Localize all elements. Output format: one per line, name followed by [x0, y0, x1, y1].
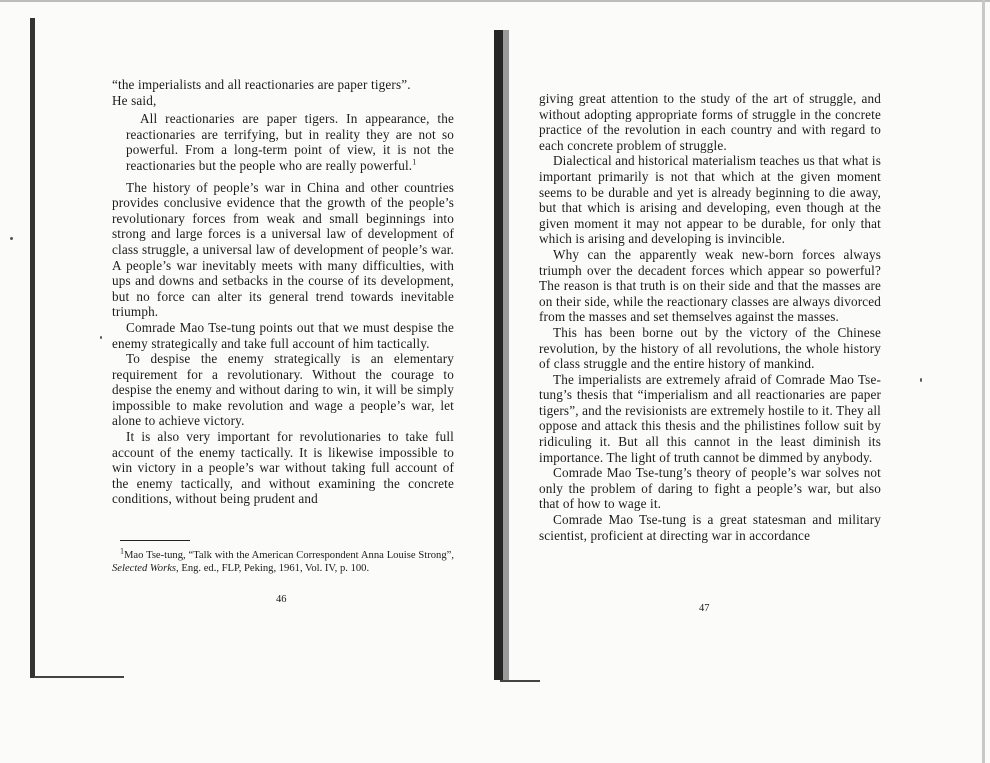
paragraph: Comrade Mao Tse-tung points out that we must despise the enemy strategically and take full account of him tactically.: [112, 319, 454, 351]
footnote-marker: 1: [412, 157, 417, 167]
footnote-text-end: , Eng. ed., FLP, Peking, 1961, Vol. IV, p. 100.: [176, 563, 370, 574]
paragraph: The history of people’s war in China and other countries provides conclusive evidence that the growth of the people’s revolutionary forces from weak and small beginnings into strong and large forces is a universal law of development of class struggle, a universal law of development of people’s war. A people’s war inevitably meets with many difficulties, with ups and downs and setbacks in the course of its development, but no force can alter its general trend towards inevitable triumph.: [112, 179, 454, 320]
paragraph: Dialectical and historical materialism teaches us that what is important primarily is not that which at the given moment seems to be durable and yet is already beginning to die away, but that which is arising and developing, even though at the given moment it may not appear to be durable, for only that which is arising and developing is invincible.: [539, 153, 881, 247]
right-page: [495, 0, 990, 763]
paragraph: This has been borne out by the victory of the Chinese revolution, by the history of all revolutions, the whole history of class struggle and the entire history of mankind.: [539, 324, 881, 372]
paragraph: It is also very important for revolutionaries to take full account of the enemy tactically. It is likewise impossible to win victory in a people’s war without taking full account of the enemy tactically, and without examining the concrete conditions, without being prudent and: [112, 429, 454, 507]
paragraph: Why can the apparently weak new-born forces always triumph over the decadent forces which appear so powerful? The reason is that truth is on their side and that the masses are on their side, while the reactionary classes are always divorced from the masses and set themselves against the masses.: [539, 246, 881, 325]
paragraph: Comrade Mao Tse-tung is a great statesman and military scientist, proficient at directing war in accordance: [539, 512, 881, 543]
page-number: 47: [699, 603, 710, 614]
block-quote-text: All reactionaries are paper tigers. In appearance, the reactionaries are terrifying, but in reality they are not so powerful. From a long-term point of view, it is not the reactionaries but the people who are really powerful.: [126, 111, 454, 173]
said-line: He said,: [112, 92, 157, 108]
scan-speck: [10, 237, 13, 240]
scan-speck: [920, 378, 922, 382]
footnote-number: 1: [120, 546, 124, 556]
page-number: 46: [276, 594, 287, 605]
footnote: [112, 546, 454, 575]
right-page-body: [539, 91, 881, 543]
footnote-text: Mao Tse-tung, “Talk with the American Correspondent Anna Louise Strong”,: [124, 550, 454, 561]
left-page-body: [112, 77, 454, 507]
footnote-book-title: Selected Works: [112, 563, 177, 574]
scan-speck: [100, 336, 102, 339]
block-quote: [126, 111, 454, 173]
footnote-rule: [120, 540, 190, 541]
paragraph: The imperialists are extremely afraid of Comrade Mao Tse-tung’s thesis that “imperialism and all reactionaries are paper tigers”, and the revisionists are extremely hostile to it. They all oppose and attack this thesis and the philistines follow suit by ridiculing it. But all this cannot in the least diminish its importance. The light of truth cannot be dimmed by anybody.: [539, 371, 881, 465]
paragraph: giving great attention to the study of the art of struggle, and without adopting appropriate forms of struggle in the concrete practice of the revolution in each country and with regard to each concrete problem of struggle.: [539, 91, 881, 153]
paragraph: To despise the enemy strategically is an elementary requirement for a revolutionary. Without the courage to despise the enemy and without daring to win, it will be simply impossible to make revolution and wage a people’s war, let alone to achieve victory.: [112, 351, 454, 429]
opening-line: “the imperialists and all reactionaries are paper tigers”.: [112, 77, 411, 92]
paragraph: Comrade Mao Tse-tung’s theory of people’s war solves not only the problem of daring to fight a people’s war, but also that of how to wage it.: [539, 465, 881, 512]
